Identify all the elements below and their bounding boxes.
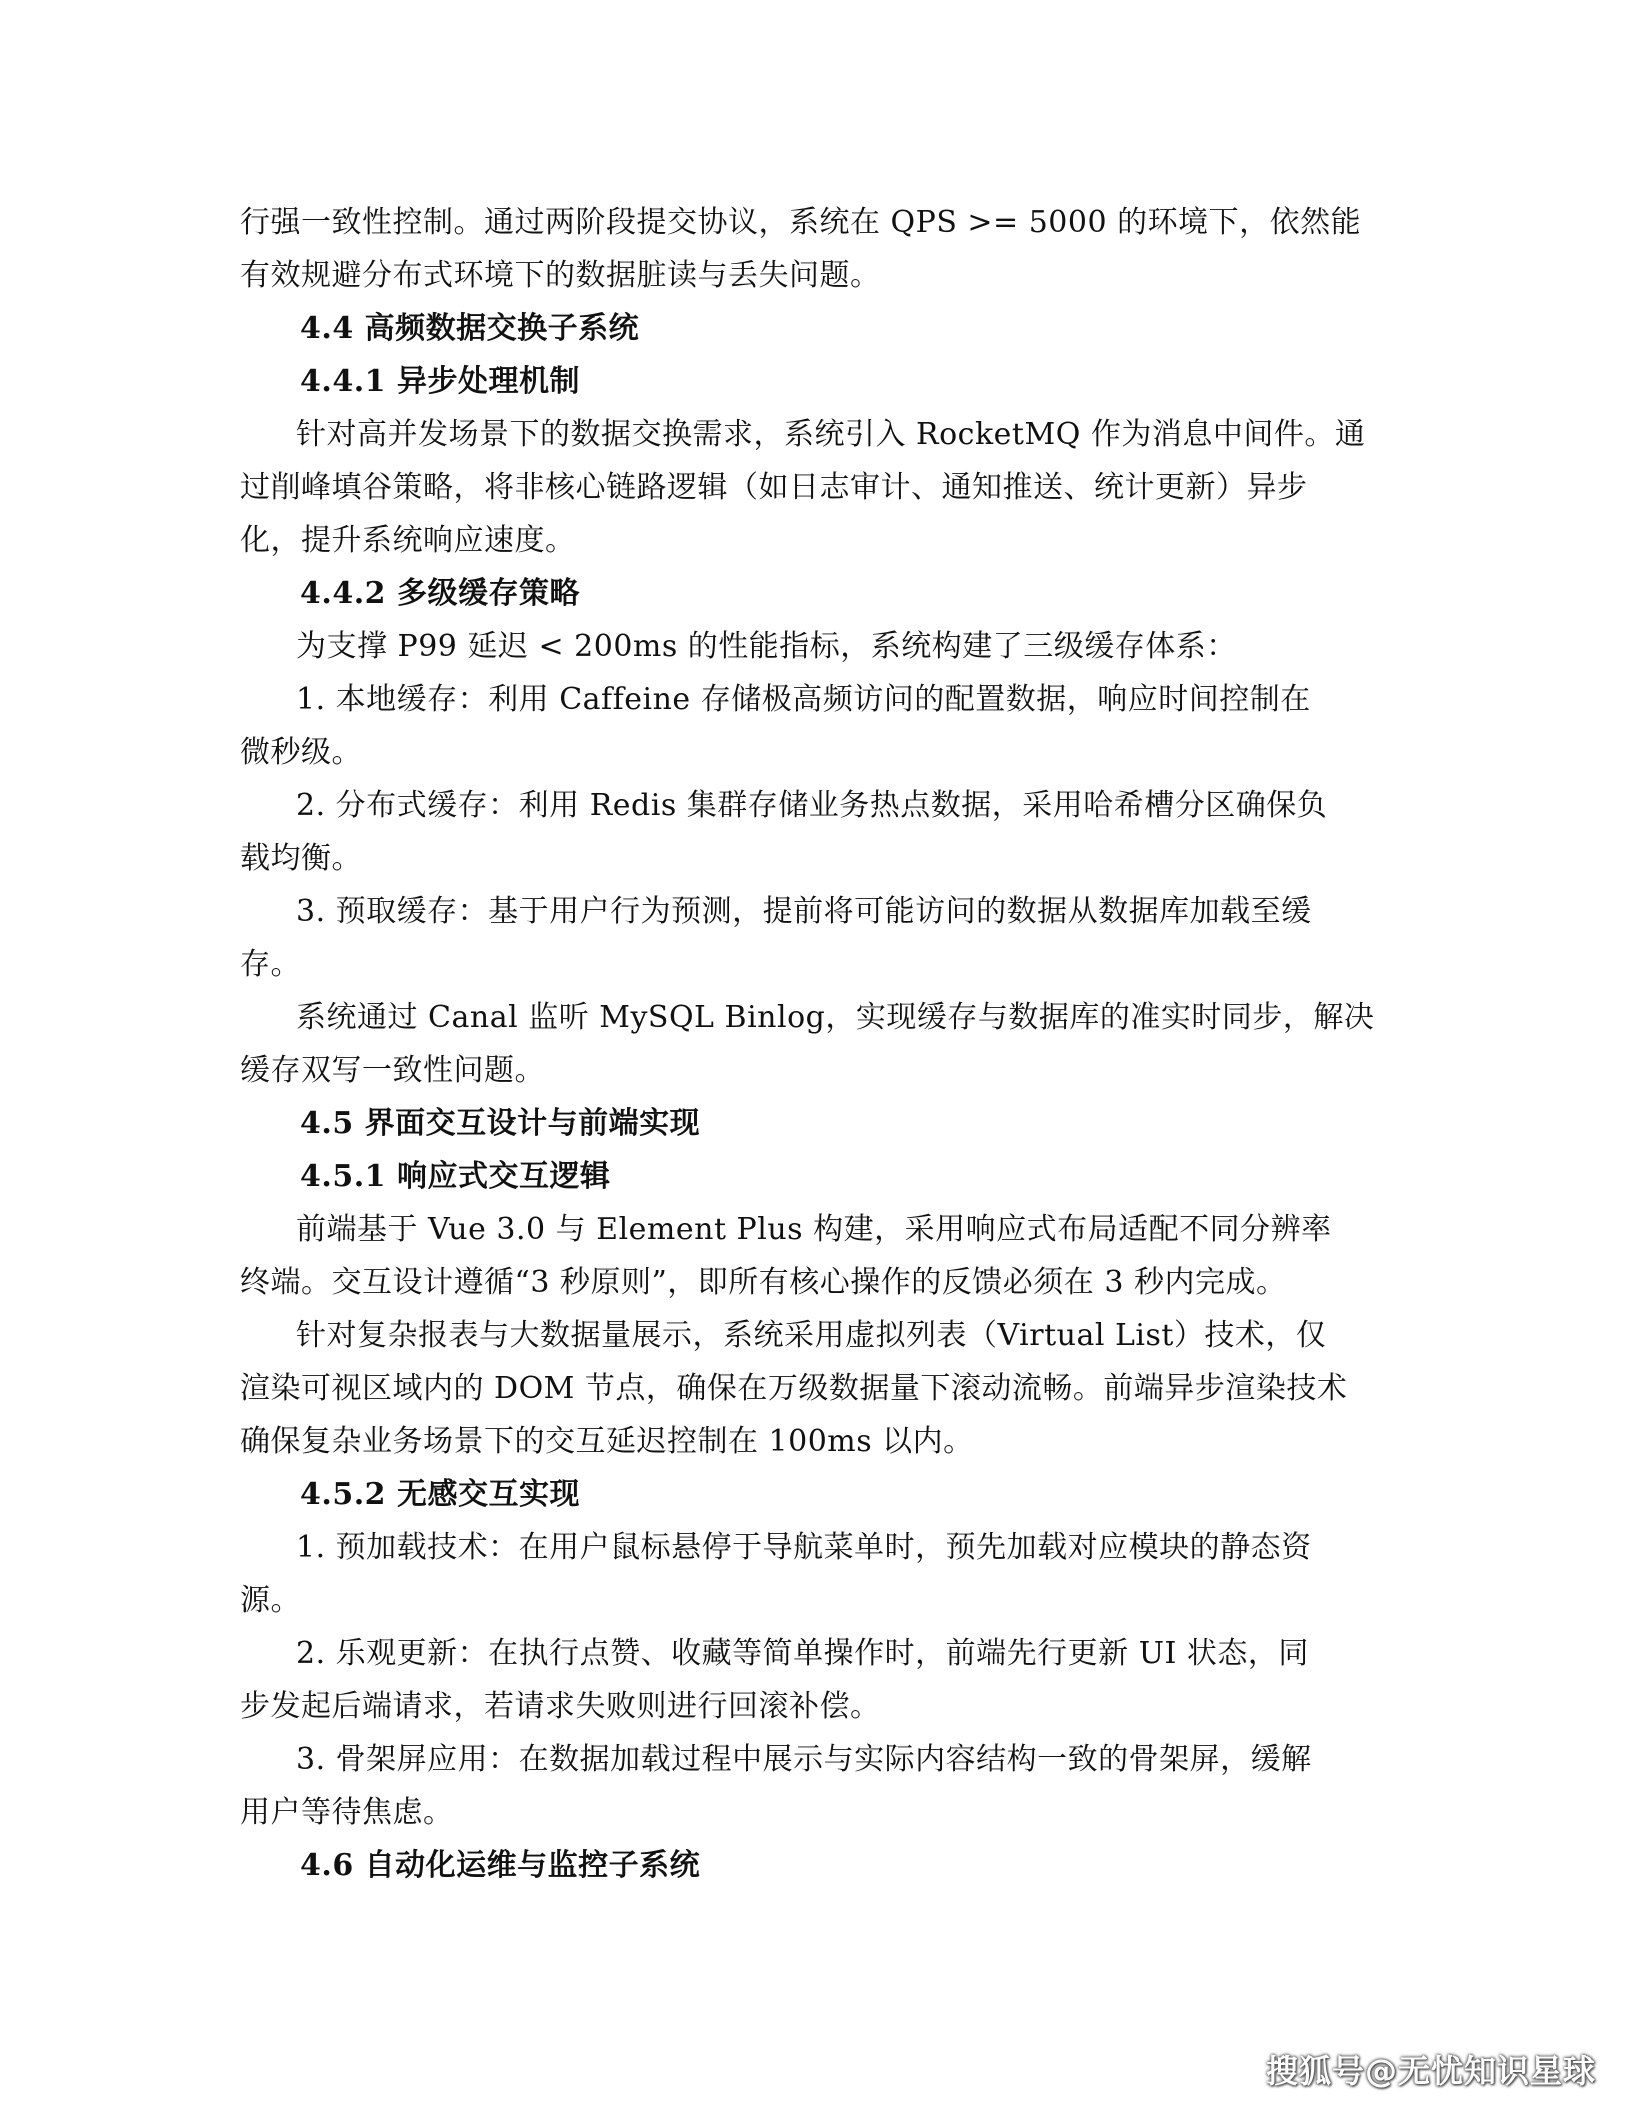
paragraph-line: 为支撑 P99 延迟 < 200ms 的性能指标，系统构建了三级缓存体系： [296, 629, 1237, 664]
paragraph-line: 终端。交互设计遵循“3 秒原则”，即所有核心操作的反馈必须在 3 秒内完成。 [240, 1265, 1287, 1300]
paragraph-line: 缓存双写一致性问题。 [240, 1053, 545, 1088]
section-heading-4-4: 4.4 高频数据交换子系统 [300, 311, 640, 346]
section-heading-4-5: 4.5 界面交互设计与前端实现 [300, 1106, 701, 1141]
list-item-line: 微秒级。 [240, 735, 362, 770]
paragraph-line: 化，提升系统响应速度。 [240, 523, 576, 558]
list-item-line: 2. 分布式缓存：利用 Redis 集群存储业务热点数据，采用哈希槽分区确保负 [296, 788, 1328, 823]
section-heading-4-5-2: 4.5.2 无感交互实现 [300, 1477, 580, 1512]
paragraph-line: 确保复杂业务场景下的交互延迟控制在 100ms 以内。 [240, 1424, 974, 1459]
section-heading-4-4-2: 4.4.2 多级缓存策略 [300, 576, 580, 611]
list-item-line: 2. 乐观更新：在执行点赞、收藏等简单操作时，前端先行更新 UI 状态，同 [296, 1636, 1309, 1671]
list-item-line: 步发起后端请求，若请求失败则进行回滚补偿。 [240, 1689, 881, 1724]
list-item-line: 源。 [240, 1583, 301, 1618]
section-heading-4-4-1: 4.4.1 异步处理机制 [300, 364, 580, 399]
list-item-line: 用户等待焦虑。 [240, 1795, 454, 1830]
paragraph-line: 针对复杂报表与大数据量展示，系统采用虚拟列表（Virtual List）技术，仅 [296, 1318, 1327, 1353]
paragraph-line: 过削峰填谷策略，将非核心链路逻辑（如日志审计、通知推送、统计更新）异步 [240, 470, 1308, 505]
paragraph-line: 有效规避分布式环境下的数据脏读与丢失问题。 [240, 258, 881, 293]
list-item-line: 1. 预加载技术：在用户鼠标悬停于导航菜单时，预先加载对应模块的静态资 [296, 1530, 1312, 1565]
section-heading-4-6: 4.6 自动化运维与监控子系统 [300, 1848, 701, 1883]
list-item-line: 3. 骨架屏应用：在数据加载过程中展示与实际内容结构一致的骨架屏，缓解 [296, 1742, 1312, 1777]
list-item-line: 存。 [240, 947, 301, 982]
list-item-line: 3. 预取缓存：基于用户行为预测，提前将可能访问的数据从数据库加载至缓 [296, 894, 1312, 929]
paragraph-line: 针对高并发场景下的数据交换需求，系统引入 RocketMQ 作为消息中间件。通 [296, 417, 1366, 452]
list-item-line: 载均衡。 [240, 841, 362, 876]
paragraph-line: 前端基于 Vue 3.0 与 Element Plus 构建，采用响应式布局适配不同分辨率 [296, 1212, 1332, 1247]
list-item-line: 1. 本地缓存：利用 Caffeine 存储极高频访问的配置数据，响应时间控制在 [296, 682, 1311, 717]
paragraph-line: 渲染可视区域内的 DOM 节点，确保在万级数据量下滚动流畅。前端异步渲染技术 [240, 1371, 1348, 1406]
paragraph-line: 系统通过 Canal 监听 MySQL Binlog，实现缓存与数据库的准实时同步，解决 [296, 1000, 1375, 1035]
watermark: 搜狐号@无忧知识星球 [1265, 2052, 1596, 2090]
paragraph-line: 行强一致性控制。通过两阶段提交协议，系统在 QPS >= 5000 的环境下，依然能 [240, 205, 1362, 240]
document-page [240, 196, 1384, 1892]
section-heading-4-5-1: 4.5.1 响应式交互逻辑 [300, 1159, 611, 1194]
